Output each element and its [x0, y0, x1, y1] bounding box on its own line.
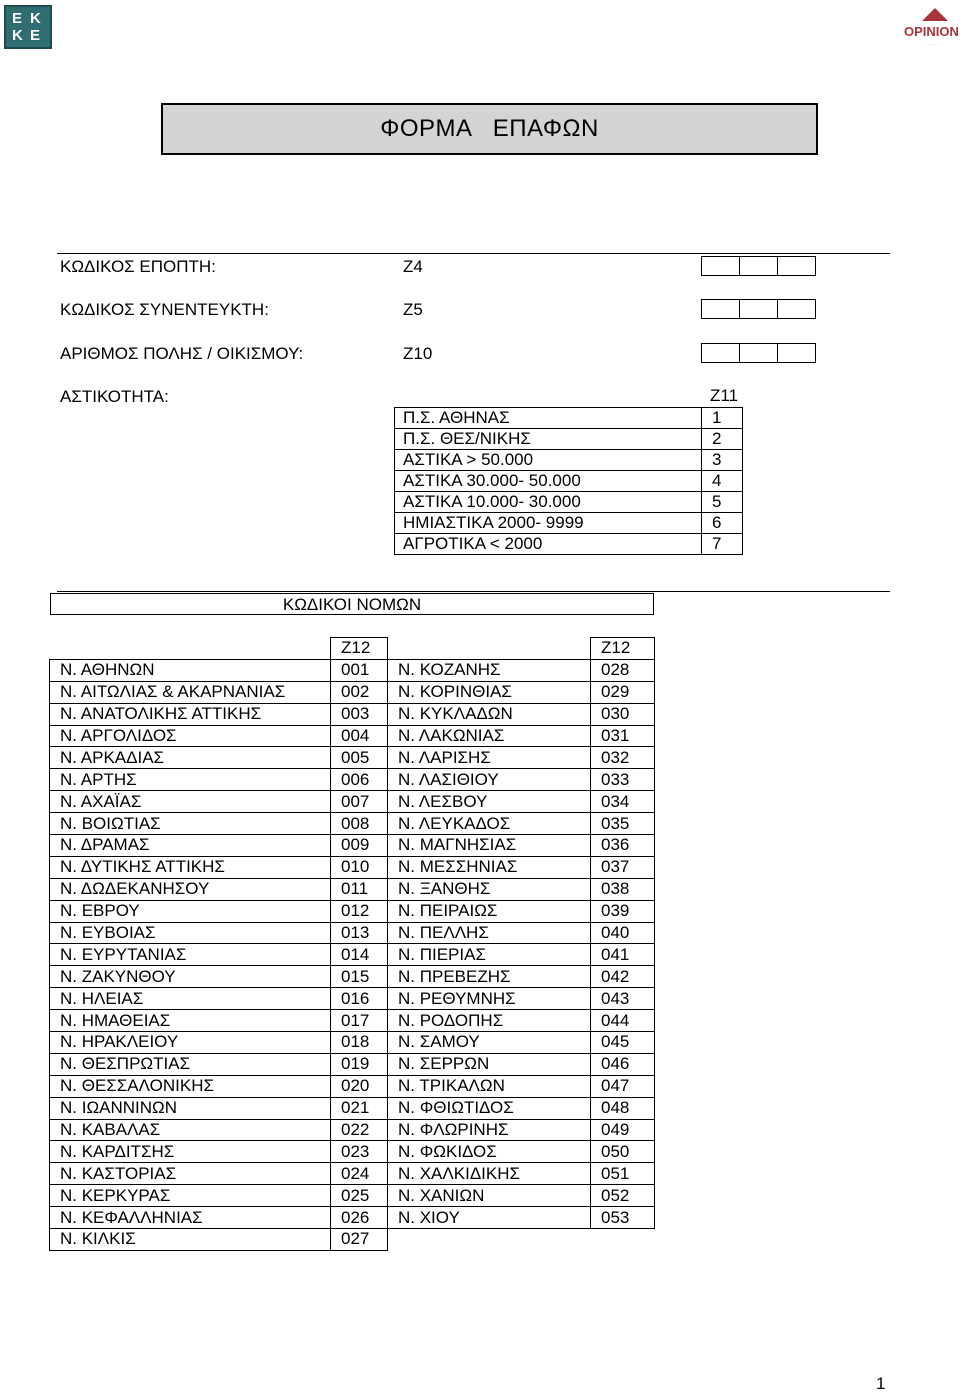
urbanity-option-code: 7	[702, 534, 743, 555]
prefecture-name: Ν. ΣΑΜΟΥ	[388, 1032, 591, 1054]
prefecture-name: Ν. ΑΧΑΪΑΣ	[50, 791, 331, 813]
prefecture-name: Ν. ΔΩΔΕΚΑΝΗΣΟΥ	[50, 878, 331, 900]
prefecture-name: Ν. ΠΙΕΡΙΑΣ	[388, 944, 591, 966]
prefecture-name: Ν. ΑΘΗΝΩΝ	[50, 659, 331, 681]
urbanity-option-code: 2	[702, 429, 743, 450]
table-row	[50, 769, 655, 791]
table-row	[50, 900, 655, 922]
prefecture-name: Ν. ΧΙΟΥ	[388, 1207, 591, 1229]
urbanity-option-code: 4	[702, 471, 743, 492]
prefecture-name: Ν. ΖΑΚΥΝΘΟΥ	[50, 966, 331, 988]
prefecture-code: 016	[331, 988, 388, 1010]
table-row	[50, 988, 655, 1010]
table-row	[50, 966, 655, 988]
table-row	[50, 813, 655, 835]
prefecture-name: Ν. ΑΡΤΗΣ	[50, 769, 331, 791]
prefecture-code: 028	[591, 659, 655, 681]
prefecture-name: Ν. ΙΩΑΝΝΙΝΩΝ	[50, 1097, 331, 1119]
urbanity-option-label: ΑΣΤΙΚΑ > 50.000	[395, 450, 702, 471]
prefecture-code: 001	[331, 659, 388, 681]
prefecture-codes-heading: ΚΩΔΙΚΟΙ ΝΟΜΩΝ	[50, 593, 654, 615]
left-code-header: Z12	[331, 638, 388, 660]
table-row	[50, 1032, 655, 1054]
prefecture-code: 026	[331, 1207, 388, 1229]
right-code-header: Z12	[591, 638, 655, 660]
ekke-logo	[4, 5, 52, 49]
supervisor-code-label: ΚΩΔΙΚΟΣ ΕΠΟΠΤΗ:	[60, 257, 216, 276]
opinion-logo-subtext: · · · · ·	[926, 42, 940, 48]
urbanity-option-label: ΑΓΡΟΤΙΚΑ < 2000	[395, 534, 702, 555]
prefecture-name: Ν. ΑΡΚΑΔΙΑΣ	[50, 747, 331, 769]
table-row	[50, 944, 655, 966]
prefecture-name: Ν. ΚΕΦΑΛΛΗΝΙΑΣ	[50, 1207, 331, 1229]
urbanity-option-label: ΗΜΙΑΣΤΙΚΑ 2000- 9999	[395, 513, 702, 534]
ekke-logo-letter: K	[12, 27, 23, 44]
prefecture-name: Ν. ΚΑΣΤΟΡΙΑΣ	[50, 1163, 331, 1185]
prefecture-code: 029	[591, 681, 655, 703]
urbanity-options-table	[394, 407, 743, 555]
prefecture-name: Ν. ΜΑΓΝΗΣΙΑΣ	[388, 835, 591, 857]
ekke-logo-letter: K	[30, 10, 41, 27]
prefecture-name: Ν. ΚΙΛΚΙΣ	[50, 1229, 331, 1251]
prefecture-code: 038	[591, 878, 655, 900]
prefecture-code: 002	[331, 681, 388, 703]
prefecture-code: 015	[331, 966, 388, 988]
urbanity-option-label: ΑΣΤΙΚΑ 10.000- 30.000	[395, 492, 702, 513]
city-number-input[interactable]	[701, 343, 816, 363]
prefecture-name: Ν. ΚΕΡΚΥΡΑΣ	[50, 1185, 331, 1207]
prefecture-codes-table	[49, 637, 655, 1251]
prefecture-code: 004	[331, 725, 388, 747]
urbanity-option-label: Π.Σ. ΑΘΗΝΑΣ	[395, 408, 702, 429]
prefecture-name: Ν. ΑΝΑΤΟΛΙΚΗΣ ΑΤΤΙΚΗΣ	[50, 703, 331, 725]
digit-box[interactable]	[777, 343, 816, 363]
prefecture-code: 033	[591, 769, 655, 791]
urbanity-option-code: 3	[702, 450, 743, 471]
urbanity-option-row[interactable]	[395, 492, 743, 513]
prefecture-name: Ν. ΑΡΓΟΛΙΔΟΣ	[50, 725, 331, 747]
divider	[57, 253, 890, 254]
prefecture-code: 045	[591, 1032, 655, 1054]
table-row	[50, 922, 655, 944]
prefecture-name: Ν. ΗΛΕΙΑΣ	[50, 988, 331, 1010]
prefecture-name: Ν. ΘΕΣΣΑΛΟΝΙΚΗΣ	[50, 1075, 331, 1097]
prefecture-code: 035	[591, 813, 655, 835]
prefecture-name: Ν. ΕΒΡΟΥ	[50, 900, 331, 922]
interviewer-code-id: Z5	[403, 300, 423, 319]
prefecture-code: 049	[591, 1119, 655, 1141]
prefecture-code: 007	[331, 791, 388, 813]
prefecture-code: 048	[591, 1097, 655, 1119]
prefecture-code: 036	[591, 835, 655, 857]
table-row	[50, 791, 655, 813]
prefecture-name: Ν. ΚΟΡΙΝΘΙΑΣ	[388, 681, 591, 703]
table-row	[50, 1185, 655, 1207]
prefecture-code: 018	[331, 1032, 388, 1054]
prefecture-code: 011	[331, 878, 388, 900]
prefecture-name: Ν. ΛΕΣΒΟΥ	[388, 791, 591, 813]
prefecture-code: 021	[331, 1097, 388, 1119]
table-row	[50, 659, 655, 681]
table-row	[50, 747, 655, 769]
prefecture-name: Ν. ΤΡΙΚΑΛΩΝ	[388, 1075, 591, 1097]
interviewer-code-label: ΚΩΔΙΚΟΣ ΣΥΝΕΝΤΕΥΚΤΗ:	[60, 300, 269, 319]
prefecture-code: 024	[331, 1163, 388, 1185]
table-row	[50, 878, 655, 900]
prefecture-code: 041	[591, 944, 655, 966]
urbanity-code-id: Z11	[710, 386, 739, 405]
prefecture-code: 031	[591, 725, 655, 747]
prefecture-code: 027	[331, 1229, 388, 1251]
prefecture-code: 008	[331, 813, 388, 835]
prefecture-name: Ν. ΔΥΤΙΚΗΣ ΑΤΤΙΚΗΣ	[50, 856, 331, 878]
prefecture-code: 047	[591, 1075, 655, 1097]
table-row	[50, 1229, 655, 1251]
prefecture-code: 034	[591, 791, 655, 813]
prefecture-name: Ν. ΑΙΤΩΛΙΑΣ & ΑΚΑΡΝΑΝΙΑΣ	[50, 681, 331, 703]
prefecture-name: Ν. ΠΡΕΒΕΖΗΣ	[388, 966, 591, 988]
opinion-logo	[900, 4, 958, 50]
prefecture-name: Ν. ΚΑΡΔΙΤΣΗΣ	[50, 1141, 331, 1163]
prefecture-name: Ν. ΒΟΙΩΤΙΑΣ	[50, 813, 331, 835]
table-row	[50, 1010, 655, 1032]
prefecture-name: Ν. ΠΕΙΡΑΙΩΣ	[388, 900, 591, 922]
prefecture-code: 019	[331, 1053, 388, 1075]
prefecture-code: 051	[591, 1163, 655, 1185]
prefecture-name: Ν. ΚΟΖΑΝΗΣ	[388, 659, 591, 681]
divider	[57, 591, 890, 592]
header-spacer	[388, 638, 591, 660]
prefecture-code: 032	[591, 747, 655, 769]
prefecture-name: Ν. ΜΕΣΣΗΝΙΑΣ	[388, 856, 591, 878]
digit-box[interactable]	[739, 343, 778, 363]
prefecture-name: Ν. ΗΜΑΘΕΙΑΣ	[50, 1010, 331, 1032]
city-number-label: ΑΡΙΘΜΟΣ ΠΟΛΗΣ / ΟΙΚΙΣΜΟΥ:	[60, 344, 304, 363]
prefecture-name: Ν. ΡΟΔΟΠΗΣ	[388, 1010, 591, 1032]
digit-box[interactable]	[777, 256, 816, 276]
table-row	[50, 1053, 655, 1075]
prefecture-name: Ν. ΡΕΘΥΜΝΗΣ	[388, 988, 591, 1010]
prefecture-code: 044	[591, 1010, 655, 1032]
urbanity-option-row[interactable]	[395, 450, 743, 471]
prefecture-code: 010	[331, 856, 388, 878]
empty-cell	[591, 1229, 655, 1251]
supervisor-code-id: Z4	[403, 257, 423, 276]
table-row	[50, 681, 655, 703]
prefecture-code: 053	[591, 1207, 655, 1229]
prefecture-name: Ν. ΦΘΙΩΤΙΔΟΣ	[388, 1097, 591, 1119]
prefecture-code: 050	[591, 1141, 655, 1163]
prefecture-name: Ν. ΠΕΛΛΗΣ	[388, 922, 591, 944]
urbanity-option-code: 5	[702, 492, 743, 513]
urbanity-option-row[interactable]	[395, 534, 743, 555]
table-row	[50, 1141, 655, 1163]
prefecture-name: Ν. ΛΑΚΩΝΙΑΣ	[388, 725, 591, 747]
prefecture-code: 006	[331, 769, 388, 791]
table-row	[50, 703, 655, 725]
prefecture-code: 042	[591, 966, 655, 988]
supervisor-code-input[interactable]	[701, 256, 816, 276]
urbanity-option-row[interactable]	[395, 513, 743, 534]
empty-cell	[388, 1229, 591, 1251]
table-row	[50, 1075, 655, 1097]
opinion-logo-text: OPINION	[904, 24, 959, 39]
urbanity-option-code: 6	[702, 513, 743, 534]
urbanity-option-code: 1	[702, 408, 743, 429]
prefecture-name: Ν. ΧΑΛΚΙΔΙΚΗΣ	[388, 1163, 591, 1185]
prefecture-name: Ν. ΦΛΩΡΙΝΗΣ	[388, 1119, 591, 1141]
prefecture-name: Ν. ΦΩΚΙΔΟΣ	[388, 1141, 591, 1163]
urbanity-label: ΑΣΤΙΚΟΤΗΤΑ:	[60, 387, 169, 406]
table-row	[50, 725, 655, 747]
prefecture-code: 020	[331, 1075, 388, 1097]
digit-box[interactable]	[701, 256, 740, 276]
interviewer-code-input[interactable]	[701, 299, 816, 319]
table-row	[50, 1207, 655, 1229]
table-row	[50, 1097, 655, 1119]
prefecture-name: Ν. ΗΡΑΚΛΕΙΟΥ	[50, 1032, 331, 1054]
prefecture-code: 052	[591, 1185, 655, 1207]
ekke-logo-letter: E	[30, 27, 41, 44]
prefecture-code: 017	[331, 1010, 388, 1032]
prefecture-code: 023	[331, 1141, 388, 1163]
prefecture-code: 009	[331, 835, 388, 857]
table-header-row	[50, 638, 655, 660]
digit-box[interactable]	[701, 299, 740, 319]
city-number-id: Z10	[403, 344, 433, 363]
prefecture-name: Ν. ΛΑΣΙΘΙΟΥ	[388, 769, 591, 791]
prefecture-name: Ν. ΕΥΡΥΤΑΝΙΑΣ	[50, 944, 331, 966]
prefecture-code: 014	[331, 944, 388, 966]
digit-box[interactable]	[739, 299, 778, 319]
prefecture-name: Ν. ΔΡΑΜΑΣ	[50, 835, 331, 857]
table-row	[50, 835, 655, 857]
urbanity-option-row[interactable]	[395, 408, 743, 429]
ekke-logo-letter: E	[12, 10, 23, 27]
prefecture-name: Ν. ΞΑΝΘΗΣ	[388, 878, 591, 900]
urbanity-option-row[interactable]	[395, 429, 743, 450]
prefecture-code: 043	[591, 988, 655, 1010]
prefecture-name: Ν. ΣΕΡΡΩΝ	[388, 1053, 591, 1075]
prefecture-code: 003	[331, 703, 388, 725]
prefecture-name: Ν. ΚΥΚΛΑΔΩΝ	[388, 703, 591, 725]
prefecture-code: 013	[331, 922, 388, 944]
prefecture-code: 030	[591, 703, 655, 725]
page-number: 1	[876, 1374, 886, 1393]
prefecture-code: 005	[331, 747, 388, 769]
digit-box[interactable]	[739, 256, 778, 276]
prefecture-code: 025	[331, 1185, 388, 1207]
digit-box[interactable]	[701, 343, 740, 363]
table-row	[50, 1163, 655, 1185]
prefecture-code: 037	[591, 856, 655, 878]
table-row	[50, 856, 655, 878]
prefecture-code: 039	[591, 900, 655, 922]
table-row	[50, 1119, 655, 1141]
prefecture-code: 022	[331, 1119, 388, 1141]
prefecture-name: Ν. ΛΑΡΙΣΗΣ	[388, 747, 591, 769]
prefecture-code: 046	[591, 1053, 655, 1075]
urbanity-option-row[interactable]	[395, 471, 743, 492]
urbanity-option-label: Π.Σ. ΘΕΣ/ΝΙΚΗΣ	[395, 429, 702, 450]
prefecture-code: 012	[331, 900, 388, 922]
page-title-text: ΦΟΡΜΑ ΕΠΑΦΩΝ	[380, 115, 599, 142]
prefecture-name: Ν. ΚΑΒΑΛΑΣ	[50, 1119, 331, 1141]
prefecture-name: Ν. ΘΕΣΠΡΩΤΙΑΣ	[50, 1053, 331, 1075]
prefecture-name: Ν. ΛΕΥΚΑΔΟΣ	[388, 813, 591, 835]
prefecture-name: Ν. ΧΑΝΙΩΝ	[388, 1185, 591, 1207]
house-icon	[922, 8, 948, 21]
header-spacer	[50, 638, 331, 660]
urbanity-option-label: ΑΣΤΙΚΑ 30.000- 50.000	[395, 471, 702, 492]
prefecture-code: 040	[591, 922, 655, 944]
digit-box[interactable]	[777, 299, 816, 319]
page-title	[161, 103, 818, 155]
prefecture-name: Ν. ΕΥΒΟΙΑΣ	[50, 922, 331, 944]
